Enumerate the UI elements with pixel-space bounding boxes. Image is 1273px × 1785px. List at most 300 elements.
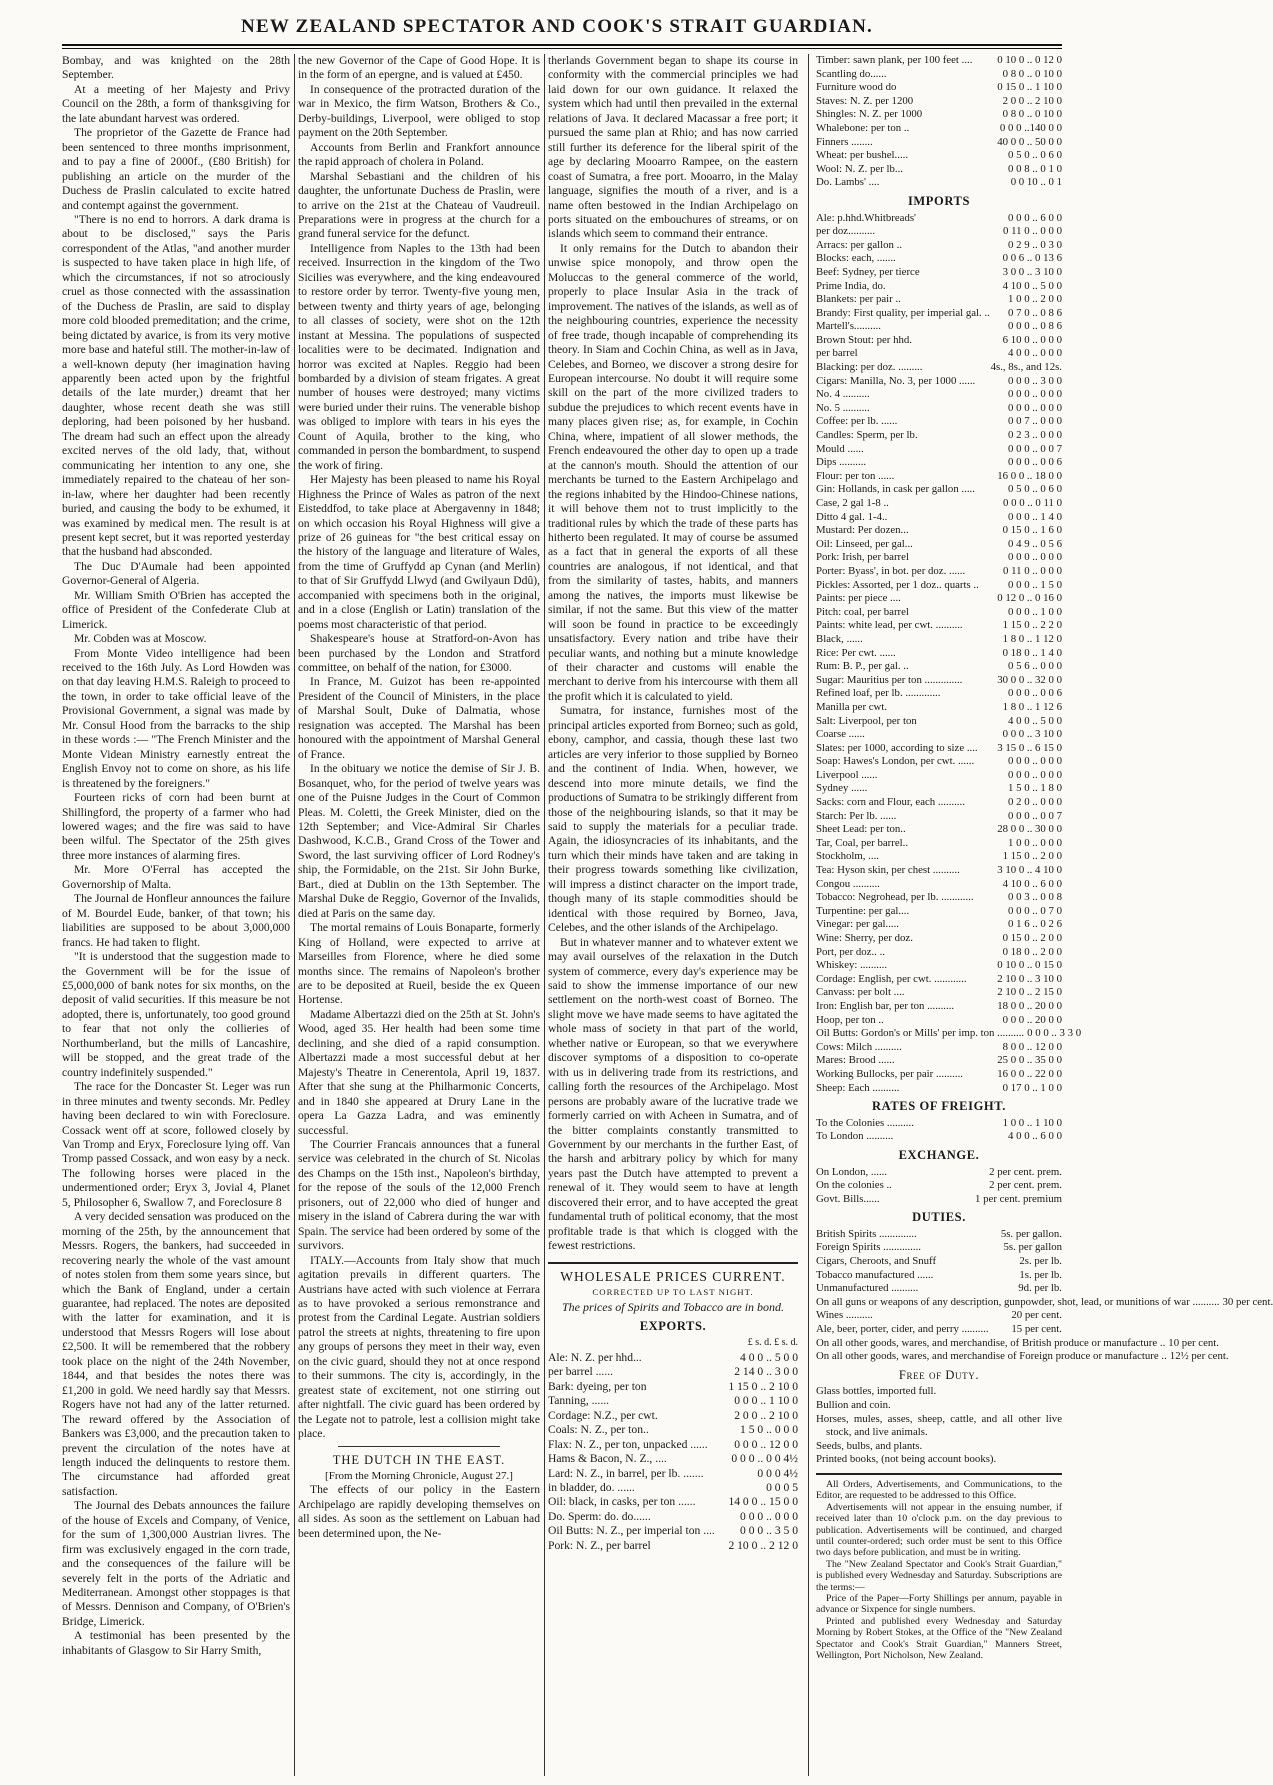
price-value: 0 7 0 .. 0 8 6	[1008, 306, 1062, 319]
price-value: 0 0 0 .. 0 0 7	[1008, 442, 1062, 455]
price-label: Pork: Irish, per barrel	[816, 551, 909, 564]
price-label: Wines ..........	[816, 1309, 873, 1322]
price-value: 0 18 0 .. 2 0 0	[1002, 945, 1062, 958]
price-value: 0 8 0 .. 0 10 0	[1002, 108, 1062, 121]
price-label: Dips ..........	[816, 456, 867, 469]
price-label: Beef: Sydney, per tierce	[816, 265, 920, 278]
price-row	[816, 1255, 1062, 1269]
price-label: Starch: Per lb. ......	[816, 809, 897, 822]
price-row	[816, 782, 1062, 796]
price-row	[816, 1350, 1229, 1364]
price-label: Oil Butts: Gordon's or Mills' per imp. ton ..........	[816, 1027, 1025, 1040]
price-label: Furniture wood do	[816, 81, 897, 94]
price-value: 9d. per lb.	[1018, 1282, 1062, 1295]
price-label: No. 4 ..........	[816, 388, 870, 401]
price-row	[816, 551, 1062, 565]
article-heading: THE DUTCH IN THE EAST.	[332, 1452, 506, 1467]
price-row	[816, 796, 1062, 810]
price-value: 0 0 0 .. 0 7 0	[1008, 904, 1062, 917]
price-label: Hoop, per ton ..	[816, 1013, 884, 1026]
paragraph: Mr. More O'Ferral has accepted the Governorship of Malta.	[62, 863, 290, 891]
free-item: Horses, mules, asses, sheep, cattle, and all other live stock, and live animals.	[816, 1412, 1062, 1439]
price-value: 5s. per gallon	[1003, 1241, 1062, 1254]
price-row	[816, 769, 1062, 783]
price-value: 25 0 0 .. 35 0 0	[997, 1054, 1062, 1067]
price-value: 16 0 0 .. 22 0 0	[997, 1067, 1062, 1080]
price-label: Blacking: per doz. .........	[816, 361, 923, 374]
price-row	[816, 918, 1062, 932]
price-row	[816, 136, 1062, 150]
price-row	[548, 1423, 798, 1437]
price-value: 3 10 0 .. 4 10 0	[997, 864, 1062, 877]
price-value: 1 15 0 .. 2 2 0	[1002, 619, 1062, 632]
exchange-table	[816, 1166, 1062, 1207]
price-row	[816, 456, 1062, 470]
price-label: Mustard: Per dozen...	[816, 524, 909, 537]
price-label: Wine: Sherry, per doz.	[816, 932, 913, 944]
price-value: 1 0 0 .. 1 10 0	[1002, 1116, 1062, 1129]
price-label: Mould ......	[816, 442, 864, 455]
price-label: Turpentine: per gal....	[816, 904, 910, 917]
notice-paragraph: The "New Zealand Spectator and Cook's Strait Guardian," is published every Wednesday and Saturday. Subscriptions are the terms:—	[816, 1558, 1062, 1593]
wholesale-note: The prices of Spirits and Tobacco are in bond.	[561, 1299, 785, 1314]
paragraph: the new Governor of the Cape of Good Hope. It is in the form of an epergne, and is valued at £450.	[298, 54, 540, 82]
price-row	[816, 176, 1062, 190]
price-row	[816, 163, 1062, 177]
price-value: 8 0 0 .. 12 0 0	[1002, 1040, 1062, 1053]
price-row	[816, 149, 1062, 163]
column-3	[548, 54, 798, 1776]
price-value: 4 0 0 .. 5 0 0	[1008, 714, 1062, 727]
column-divider	[294, 54, 295, 1776]
price-row	[548, 1452, 798, 1466]
price-label: Liverpool ......	[816, 768, 878, 781]
price-value: 0 0 0 .. 0 0 0	[1008, 768, 1062, 781]
price-label: Cows: Milch ..........	[816, 1040, 902, 1053]
price-row	[816, 483, 1062, 497]
paragraph: "It is understood that the suggestion made to the Government will be for the issue of £5,000,000 of bank notes for six months, on the deposit of valid securities. If this measure be not adopted, there is, unfortunately, too good ground to fear that not only the collieries of Northumberland, but the mills of Lancashire, will be stopped, and the great trade of the country indefinitely suspended."	[62, 950, 290, 1079]
price-value: 0 0 0 .. 6 0 0	[1008, 211, 1062, 224]
paragraph: It only remains for the Dutch to abandon their unwise spice monopoly, and throw open the Moluccas to the general commerce of the world, properly to place Insular Asia in the track of improvement. The natives of the islands, as well as of the neighbouring countries, experience the necessity of free trade, though incapable of comprehending its theory. In Siam and Cochin China, as well as in Java, Celebes, and Borneo, we discover a strong desire for European intercourse. No doubt it will require some skill on the part of the more civilized traders to subdue the prejudices to which recent events have in many places given rise; as, for example, in Cochin China, where, impatient of all slower methods, the French endeavoured the other day to open up a trade at the cannon's mouth. Should the attention of our merchants be turned to the Eastern Archipelago and the regions inhabited by the Hindoo-Chinese nations, it will behove them not to trust implicitly to the traditional rules by which the trade of these parts has hitherto been regulated. It may of course be assumed as a fact that in general the exports of all these countries are analogous, if not identical, and that from the similarity of tastes, habits, and manners among the natives, the imports must likewise be similar, if not the same. But this view of the matter will soon be found in practice to be exceedingly unsatisfactory. Every nation and tribe have their peculiar wants, and nothing but a minute knowledge of their character and customs will enable the merchant to derive from his intercourse with them all the profit which it is calculated to yield.	[548, 241, 798, 703]
price-row	[816, 1228, 1062, 1242]
price-row	[816, 524, 1062, 538]
price-value: 14 0 0 .. 15 0 0	[728, 1495, 798, 1509]
price-row	[816, 1323, 1062, 1337]
section-rule	[338, 1446, 500, 1447]
price-label: Blocks: each, .......	[816, 252, 896, 265]
price-value: 0 0 0 4½	[757, 1466, 798, 1480]
price-row	[816, 592, 1062, 606]
duties-heading: DUTIES.	[912, 1210, 966, 1225]
free-item: Glass bottles, imported full.	[816, 1385, 937, 1398]
free-of-duty-list	[816, 1385, 1062, 1467]
price-label: Ale: N. Z. per hhd...	[548, 1350, 642, 1364]
price-value: 10 per cent.	[1168, 1336, 1219, 1349]
price-label: On London, ......	[816, 1165, 888, 1178]
price-row	[816, 122, 1062, 136]
price-value: 1 0 0 .. 0 0 0	[1008, 836, 1062, 849]
price-row	[816, 108, 1062, 122]
price-label: Cigars, Cheroots, and Snuff	[816, 1255, 937, 1268]
price-row	[816, 878, 1062, 892]
price-row	[816, 973, 1062, 987]
price-label: Mares: Brood ......	[816, 1054, 895, 1067]
price-value: 0 0 0 5	[766, 1480, 798, 1494]
price-value: 1 8 0 .. 1 12 0	[1002, 632, 1062, 645]
freight-heading: RATES OF FREIGHT.	[872, 1099, 1006, 1114]
price-value: 0 12 0 .. 0 16 0	[997, 592, 1062, 605]
price-label: Paints: white lead, per cwt. ..........	[816, 619, 963, 632]
price-value: 0 5 0 .. 0 6 0	[1008, 483, 1062, 496]
price-label: Working Bullocks, per pair ..........	[816, 1067, 963, 1080]
price-row	[816, 687, 1062, 701]
price-label: Cordage: N.Z., per cwt.	[548, 1408, 658, 1422]
price-row	[816, 701, 1062, 715]
price-row	[816, 497, 1062, 511]
price-value: 0 15 0 .. 1 10 0	[997, 81, 1062, 94]
price-row	[816, 850, 1062, 864]
currency-header: £ s. d. £ s. d.	[747, 1337, 798, 1349]
price-value: 0 10 0 .. 0 12 0	[997, 54, 1062, 66]
price-value: 4 0 0 .. 6 0 0	[1008, 1130, 1062, 1143]
price-label: Staves: N. Z. per 1200	[816, 94, 914, 107]
price-value: 15 per cent.	[1011, 1323, 1062, 1336]
price-label: To the Colonies ..........	[816, 1116, 914, 1129]
price-row	[816, 225, 1062, 239]
free-item: Bullion and coin.	[816, 1399, 891, 1411]
price-row	[816, 1295, 1273, 1310]
paragraph: The Journal des Debats announces the failure of the house of Excels and Company, of Venice, for the sum of 1,300,000 Austrian livres. The firm was exclusively engaged in the corn trade, and the consequences of the failure will be severely felt in the ports of the Adriatic and Mediterranean. Amongst other stoppages is that of Messrs. Dennison and Company, of O'Brien's Bridge, Limerick.	[62, 1499, 290, 1628]
price-label: On all other goods, wares, and merchandise of Foreign produce or manufacture ..	[816, 1350, 1167, 1363]
price-value: 0 0 0 .. 0 0 0	[1008, 401, 1062, 414]
price-row	[816, 660, 1062, 674]
column-divider	[544, 54, 545, 1776]
price-label: Hams & Bacon, N. Z., ....	[548, 1452, 667, 1466]
price-value: 2 14 0 .. 3 0 0	[734, 1365, 798, 1379]
price-label: per barrel	[816, 347, 858, 360]
price-row	[816, 1309, 1062, 1323]
price-row	[816, 1241, 1062, 1255]
price-label: On all other goods, wares, and merchandise, of British produce or manufacture ..	[816, 1336, 1166, 1349]
masthead-rule-thin	[62, 48, 1062, 49]
price-label: Paints: per piece ....	[816, 592, 901, 605]
notice-paragraph: Printed and published every Wednesday and Saturday Morning by Robert Stokes, at the Office of the "New Zealand Spectator and Cook's Strait Guardian," Manners Street, Wellington, Port Nicholson, New Zealand.	[816, 1615, 1062, 1662]
paragraph: Mr. William Smith O'Brien has accepted the office of President of the Confederate Club at Limerick.	[62, 588, 290, 631]
price-value: 2 0 0 .. 2 10 0	[1002, 94, 1062, 107]
exchange-heading: EXCHANGE.	[898, 1147, 980, 1162]
price-row	[816, 1282, 1062, 1296]
price-label: Sacks: corn and Flour, each ..........	[816, 796, 965, 809]
price-row	[548, 1467, 798, 1481]
price-row	[816, 905, 1062, 919]
price-value: 30 0 0 .. 32 0 0	[997, 673, 1062, 686]
price-value: 0 0 0 .. 0 0 0	[1008, 755, 1062, 768]
price-value: 0 0 0 .. 0 0 7	[1008, 809, 1062, 822]
price-label: Tanning, ......	[548, 1394, 610, 1408]
price-row	[816, 810, 1062, 824]
price-label: Tea: Hyson skin, per chest ..........	[816, 864, 960, 877]
price-row	[816, 1336, 1219, 1351]
price-label: Refined loaf, per lb. .............	[816, 687, 941, 700]
paragraph: The proprietor of the Gazette de France had been sentenced to three months imprisonment, and to pay a fine of 2000f., (£80 British) for publishing an article on the murder of the Duchess de Praslin calculated to excite hatred and contempt against the government.	[62, 126, 290, 212]
price-value: 6 10 0 .. 0 0 0	[1002, 333, 1062, 346]
price-value: 0 11 0 .. 0 0 0	[1003, 564, 1062, 577]
price-row	[816, 1041, 1062, 1055]
price-row	[816, 1269, 1062, 1283]
paragraph: therlands Government began to shape its course in conformity with the commercial principles we had laid down for our own guidance. It relaxed the system which had until then prevailed in the external relations of Java. It declared Macassar a free port; it pursued the same plan at Rhio; and has now carried still further its deference for the liberal spirit of the age by declaring Mooarro Rampee, on the eastern coast of Sumatra, a free port. Mooarro, in the Malay language, signifies the mouth of a river, and is a name often bestowed in the Indian Archipelago on ports situated on the embouchures of streams, or on islands which seem to command their entrance.	[548, 54, 798, 241]
price-value: 4 0 0 .. 5 0 0	[740, 1350, 798, 1364]
price-label: Timber: sawn plank, per 100 feet ....	[816, 54, 973, 66]
paragraph: Accounts from Berlin and Frankfort announce the rapid approach of cholera in Poland.	[298, 140, 540, 169]
price-row	[816, 81, 1062, 95]
imports-heading: IMPORTS	[907, 193, 971, 208]
price-row	[548, 1539, 798, 1553]
price-label: Canvass: per bolt ....	[816, 986, 905, 999]
paragraph: Fourteen ricks of corn had been burnt at Shillingford, the property of a farmer who had lowered wages; and the fire was said to have been wilful. The Spectator of the 25th gives three more instances of alarming fires.	[62, 791, 290, 862]
paragraph: In the obituary we notice the demise of Sir J. B. Bosanquet, who, for the period of twelve years was one of the Puisne Judges in the Court of Common Pleas. M. Coletti, the Greek Minister, died on the 12th September; and Vice-Admiral Sir Charles Dashwood, K.C.B., Grand Cross of the Tower and Sword, the last surviving officer of Lord Rodney's ship, the Formidable, on the 21st. Sir John Burke, Bart., died at Dublin on the 13th September. The Marshal Duke de Reggio, Governor of the Invalids, died at Paris on the same day.	[298, 762, 540, 920]
price-row	[816, 959, 1062, 973]
price-value: 1 5 0 .. 0 0 0	[740, 1423, 798, 1437]
price-value: 0 0 0 .. 0 0 6	[1008, 687, 1062, 700]
price-row	[816, 361, 1062, 375]
wholesale-subtitle: CORRECTED UP TO LAST NIGHT.	[592, 1287, 754, 1298]
price-value: 0 0 0 .. 12 0 0	[734, 1437, 798, 1451]
price-row	[816, 891, 1062, 905]
masthead: NEW ZEALAND SPECTATOR AND COOK'S STRAIT GUARDIAN.	[241, 16, 873, 37]
price-label: Manilla per cwt.	[816, 700, 888, 713]
price-label: Pickles: Assorted, per 1 doz.. quarts ..	[816, 578, 979, 591]
paragraph: The effects of our policy in the Eastern Archipelago are rapidly developing themselves on all sides. As soon as the settlement on Labuan had been determined upon, the Ne-	[298, 1483, 540, 1540]
price-value: 0 0 0 .. 0 0 0	[1008, 388, 1062, 401]
price-row	[548, 1394, 798, 1408]
price-value: 0 4 9 .. 0 5 6	[1008, 537, 1062, 550]
price-row	[816, 511, 1062, 525]
price-row	[816, 443, 1062, 457]
price-row	[816, 755, 1062, 769]
price-row	[816, 347, 1062, 361]
price-value: 16 0 0 .. 18 0 0	[997, 469, 1062, 482]
free-item: Seeds, bulbs, and plants.	[816, 1439, 923, 1452]
price-value: 5s. per gallon.	[1000, 1227, 1062, 1240]
price-row	[816, 266, 1062, 280]
price-label: Whalebone: per ton ..	[816, 121, 910, 134]
price-row	[548, 1351, 798, 1365]
masthead-rule	[62, 44, 1062, 46]
price-row	[816, 1130, 1062, 1144]
publication-notice	[816, 1473, 1062, 1662]
price-label: Port, per doz.. ..	[816, 945, 885, 958]
paragraph: At a meeting of her Majesty and Privy Council on the 28th, a form of thanksgiving for the late abundant harvest was ordered.	[62, 82, 290, 125]
price-row	[816, 647, 1062, 661]
price-value: 0 0 7 .. 0 0 0	[1008, 415, 1062, 428]
notice-paragraph: Price of the Paper—Forty Shillings per annum, payable in advance or Sixpence for single numbers.	[816, 1593, 1062, 1616]
price-label: Black, ......	[816, 632, 863, 645]
price-row	[816, 1082, 1062, 1096]
price-value: 0 5 0 .. 0 6 0	[1008, 149, 1062, 162]
price-row	[816, 1117, 1062, 1131]
price-value: 2 0 0 .. 2 10 0	[734, 1408, 798, 1422]
price-value: 4 10 0 .. 6 0 0	[1002, 877, 1062, 890]
price-label: Bark: dyeing, per ton	[548, 1379, 647, 1393]
exports-heading: EXPORTS.	[639, 1318, 707, 1333]
price-label: Govt. Bills......	[816, 1192, 880, 1205]
price-row	[816, 1068, 1062, 1082]
price-row	[816, 470, 1062, 484]
price-label: Soap: Hawes's London, per cwt. ......	[816, 755, 975, 768]
price-label: Sheep: Each ..........	[816, 1081, 900, 1094]
price-row	[816, 293, 1062, 307]
price-value: 0 0 0 .. 3 10 0	[1002, 728, 1062, 741]
price-label: Iron: English bar, per ton ..........	[816, 999, 955, 1012]
notice-paragraph: Advertisements will not appear in the ensuing number, if received later than 10 o'clock p.m. on the day previous to publication. Advertisements will be continued, and charged until counter-ordered; such order must be sent to this Office two days before publication, and must be in writing.	[816, 1501, 1062, 1559]
price-row	[816, 864, 1062, 878]
paragraph: "There is no end to horrors. A dark drama is about to be disclosed," says the Paris correspondent of the Atlas, "and another murder is suspected to have taken place in high life, of which the circumstances, if not so atrociously cruel as those connected with the assassination of the Duchess de Praslin, are said to display more cold blooded premeditation; and the crime, being dictated by avarice, is from its very motive more base and hateful still. The mother-in-law of a well-known deputy (her imagination having apparently been acted upon by the frightful details of the late murder,) dreamt that her daughter, whose recent death she was still deploring, had been poisoned by her husband. The dream had such an effect upon the already excited nerves of the old lady, that, without communicating her intention to any one, she immediately repaired to the chateau of her son-in-law, where her daughter had been recently buried, and causing the body to be exhumed, it was examined by medical men. The result is at present kept secret, but it was reported yesterday that the husband had absconded.	[62, 212, 290, 559]
price-value: 0 18 0 .. 1 4 0	[1002, 646, 1062, 659]
price-value: 1 15 0 .. 2 10 0	[728, 1379, 798, 1393]
paragraph: The Duc D'Aumale had been appointed Governor-General of Algeria.	[62, 559, 290, 588]
paragraph: The Journal de Honfleur announces the failure of M. Bourdel Eude, banker, of that town; his liabilities are supposed to be about 3,000,000 francs. He had taken to flight.	[62, 892, 290, 949]
price-row	[816, 1000, 1062, 1014]
price-label: Rice: Per cwt. ......	[816, 646, 896, 659]
price-row	[816, 1027, 1082, 1041]
price-value: 2s. per lb.	[1019, 1255, 1062, 1268]
price-value: 0 1 6 .. 0 2 6	[1008, 918, 1062, 931]
price-label: Rum: B. P., per gal. ..	[816, 660, 909, 673]
price-label: Pitch: coal, per barrel	[816, 605, 909, 618]
price-row	[816, 334, 1062, 348]
price-label: per doz..........	[816, 225, 876, 238]
price-label: Oil: Linseed, per gal...	[816, 537, 913, 550]
price-value: 1 8 0 .. 1 12 6	[1002, 700, 1062, 713]
price-label: Flax: N. Z., per ton, unpacked ......	[548, 1437, 708, 1451]
price-row	[548, 1438, 798, 1452]
price-label: Oil: black, in casks, per ton ......	[548, 1495, 696, 1509]
price-row	[816, 1179, 1062, 1193]
price-value: 0 0 8 .. 0 1 0	[1008, 162, 1062, 175]
price-label: Foreign Spirits ..............	[816, 1241, 921, 1254]
price-row	[816, 1166, 1062, 1180]
price-label: Sugar: Mauritius per ton ..............	[816, 673, 963, 686]
price-label: Vinegar: per gal.....	[816, 918, 899, 931]
price-row	[816, 538, 1062, 552]
price-row	[816, 375, 1062, 389]
price-value: 18 0 0 .. 20 0 0	[997, 999, 1062, 1012]
price-value: 0 0 0 .. 0 0 6	[1008, 456, 1062, 469]
duties-table	[816, 1227, 1273, 1364]
price-row	[816, 619, 1062, 633]
price-value: 0 2 3 .. 0 0 0	[1008, 429, 1062, 442]
price-row	[816, 212, 1062, 226]
price-label: Gin: Hollands, in cask per gallon .....	[816, 483, 975, 496]
paragraph: The Courrier Francais announces that a funeral service was celebrated in the church of St. Nicolas des Champs on the 15th inst., Napoleon's birthday, for the repose of the souls of the 12,000 French prisoners, out of 22,000 who died of hunger and misery in the island of Cabrera during the war with Spain. The service had been ordered by some of the survivors.	[298, 1137, 540, 1253]
price-row	[548, 1524, 798, 1538]
paragraph: From Monte Video intelligence had been received to the 16th July. As Lord Howden was on that day leaving H.M.S. Raleigh to proceed to the town, in order to take official leave of the Provisional Government, a signal was made by Mr. Consul Hood from the barracks to the ship in these words :— "The French Minister and the Monte Videan Ministry earnestly entreat the English Envoy not to come on shore, as his life is threatened by the foreigners."	[62, 646, 290, 790]
price-value: 40 0 0 .. 50 0 0	[997, 135, 1062, 148]
price-label: Salt: Liverpool, per ton	[816, 714, 917, 727]
column-1	[62, 54, 290, 1776]
price-value: 4s., 8s., and 12s.	[990, 361, 1062, 374]
price-label: Martell's..........	[816, 320, 881, 333]
imports-table	[816, 211, 1082, 1096]
price-row	[816, 280, 1062, 294]
price-value: 0 15 0 .. 1 6 0	[1002, 524, 1062, 537]
price-value: 0 0 0 .. 20 0 0	[1002, 1013, 1062, 1026]
price-value: 2 per cent. prem.	[989, 1179, 1062, 1192]
price-row	[816, 54, 1062, 68]
price-row	[548, 1481, 798, 1495]
price-value: 0 0 0 .. 3 0 0	[1008, 374, 1062, 387]
paragraph: In consequence of the protracted duration of the war in Mexico, the firm Watson, Brothers & Co., Derby-buildings, Liverpool, were obliged to stop payment on the 20th September.	[298, 82, 540, 140]
price-value: 1s. per lb.	[1019, 1268, 1062, 1281]
price-value: 0 0 0 .. 0 11 0	[1003, 497, 1062, 509]
paragraph: The mortal remains of Louis Bonaparte, formerly King of Holland, were expected to arrive at Marseilles from Florence, where he died some months since. The remains of Napoleon's brother are to be deposited at Rueil, beside the ex Queen Hortense.	[298, 921, 540, 1007]
free-item: Printed books, (not being account books).	[816, 1453, 997, 1466]
price-row	[816, 1193, 1062, 1207]
price-value: 0 17 0 .. 1 0 0	[1002, 1081, 1062, 1094]
price-row	[816, 1014, 1062, 1028]
column-4	[816, 54, 1273, 1776]
price-label: Candles: Sperm, per lb.	[816, 429, 918, 442]
price-label: Sydney ......	[816, 782, 868, 795]
price-label: Brandy: First quality, per imperial gal. ..	[816, 306, 990, 319]
paragraph: But in whatever manner and to whatever extent we may avail ourselves of the relaxation in the Dutch system of commerce, every day's experience may be said to show the immense importance of our new settlement on the north-west coast of Borneo. The slight move we have made seems to have agitated the whole mass of society in that part of the world, whether native or European, so that we everywhere discover symptoms of a disposition to co-operate with us in delivering trade from its restrictions, and calling forth the resources of the Archipelago. Most persons are probably aware of the lucrative trade we formerly carried on with Acheen in Sumatra, and of the bitter complaints constantly transmitted to Government by our merchants in the further East, of the harsh and arbitrary policy by which for many years past the Dutch have attempted to prevent a renewal of it. They would seem to have at length discovered their error, and to have accepted the great fundamental truth of political economy, that the most profitable trade is that which is clogged with the fewest restrictions.	[548, 935, 798, 1253]
price-label: No. 5 ..........	[816, 401, 870, 414]
price-label: Brown Stout: per hhd.	[816, 333, 912, 346]
price-row	[816, 579, 1062, 593]
price-label: Do. Lambs' ....	[816, 176, 880, 189]
column-2	[298, 54, 540, 1776]
price-row	[816, 239, 1062, 253]
price-label: Cigars: Manilla, No. 3, per 1000 ......	[816, 374, 976, 387]
price-row	[816, 823, 1062, 837]
price-label: Tobacco manufactured ......	[816, 1268, 934, 1281]
price-label: Slates: per 1000, according to size ....	[816, 741, 978, 754]
price-row	[816, 633, 1062, 647]
price-value: 0 5 6 .. 0 0 0	[1008, 660, 1062, 673]
price-value: 0 0 10 .. 0 1	[1010, 176, 1062, 189]
paragraph: The race for the Doncaster St. Leger was run in three minutes and twenty seconds. Mr. Pedley having been declared to win with Foreclosure. Cossack went off at score, followed closely by Van Tromp and Eryx, Foreclosure lying off. Van Tromp passed Cossack, and won easy by a neck. The following horses were placed in the undermentioned order; Eryx 3, Jovial 4, Planet 5, Philosopher 6, Swallow 7, and Foreclosure 8	[62, 1080, 290, 1209]
paragraph: ITALY.—Accounts from Italy show that much agitation prevails in different quarters. The Austrians have acted with such violence at Ferrara as to have provoked a serious remonstrance and protest from the Cardinal Legate. Austrian soldiers patrol the streets at nights, threatening to fire upon any groups of persons they meet in their way, even on the civic guard, should they not at once respond to their summons. The city is, accordingly, in the greatest state of excitement, not one stirring out after nightfall. The civic guard has been ordered by the Legate not to patrole, lest a collision might take place.	[298, 1253, 540, 1441]
exports-table	[548, 1351, 798, 1553]
price-label: Flour: per ton ......	[816, 469, 895, 482]
freight-table	[816, 1117, 1062, 1144]
price-value: 30 per cent.	[1222, 1295, 1273, 1308]
price-value: 20 per cent.	[1011, 1309, 1062, 1322]
paragraph: Madame Albertazzi died on the 25th at St. John's Wood, aged 35. Her health had been some time declining, and she died of a rapid consumption. Albertazzi made a most successful debut at her Majesty's Theatre in Cenerentola, April 19, 1837. After that she sung at the Philharmonic Concerts, and in 1840 she appeared at Drury Lane in the opera La Gazza Ladra, and was eminently successful.	[298, 1007, 540, 1137]
price-value: 2 10 0 .. 3 10 0	[997, 972, 1062, 985]
price-label: per barrel ......	[548, 1365, 614, 1379]
price-row	[816, 606, 1062, 620]
price-row	[816, 307, 1062, 321]
price-value: 0 0 0 .. 1 0 0	[1008, 605, 1062, 618]
price-label: Finners ........	[816, 135, 873, 148]
free-of-duty-heading: Free of Duty.	[898, 1367, 980, 1382]
exports-continued-table	[816, 54, 1062, 190]
price-label: Coarse ......	[816, 728, 865, 741]
price-row	[816, 402, 1062, 416]
price-row	[816, 837, 1062, 851]
price-row	[816, 932, 1062, 946]
price-value: 28 0 0 .. 30 0 0	[997, 823, 1062, 836]
price-value: 0 15 0 .. 2 0 0	[1002, 932, 1062, 944]
paragraph: A very decided sensation was produced on the morning of the 25th, by the announcement that Messrs. Rogers, the bankers, had succeeded in recovering nearly the whole of the vast amount of notes stolen from them some years since, but which the Bank of England, under a certain guarantee, had replaced. The notes are deposited with the latter for examination, and it is understood that Messrs Rogers will lose about £2,500. It will be remembered that the robbery took place on the night of the 24th November, 1844, and that besides the notes there was £1,200 in gold. We need hardly say that Messrs. Rogers have not had any of the latter returned. The reward offered by the Association of Bankers was £3,000, and the precaution taken to prevent the circulation of the notes have at length induced the delinquents to restore them. The circumstance had afforded great satisfaction.	[62, 1210, 290, 1498]
price-value: 4 10 0 .. 5 0 0	[1002, 279, 1062, 292]
price-value: 0 10 0 .. 0 15 0	[997, 959, 1062, 972]
paragraph: A testimonial has been presented by the inhabitants of Glasgow to Sir Harry Smith,	[62, 1629, 290, 1657]
price-label: Prime India, do.	[816, 279, 886, 292]
price-label: On all guns or weapons of any description, gunpowder, shot, lead, or munitions of war ..........	[816, 1295, 1220, 1308]
price-label: Blankets: per pair ..	[816, 293, 901, 306]
